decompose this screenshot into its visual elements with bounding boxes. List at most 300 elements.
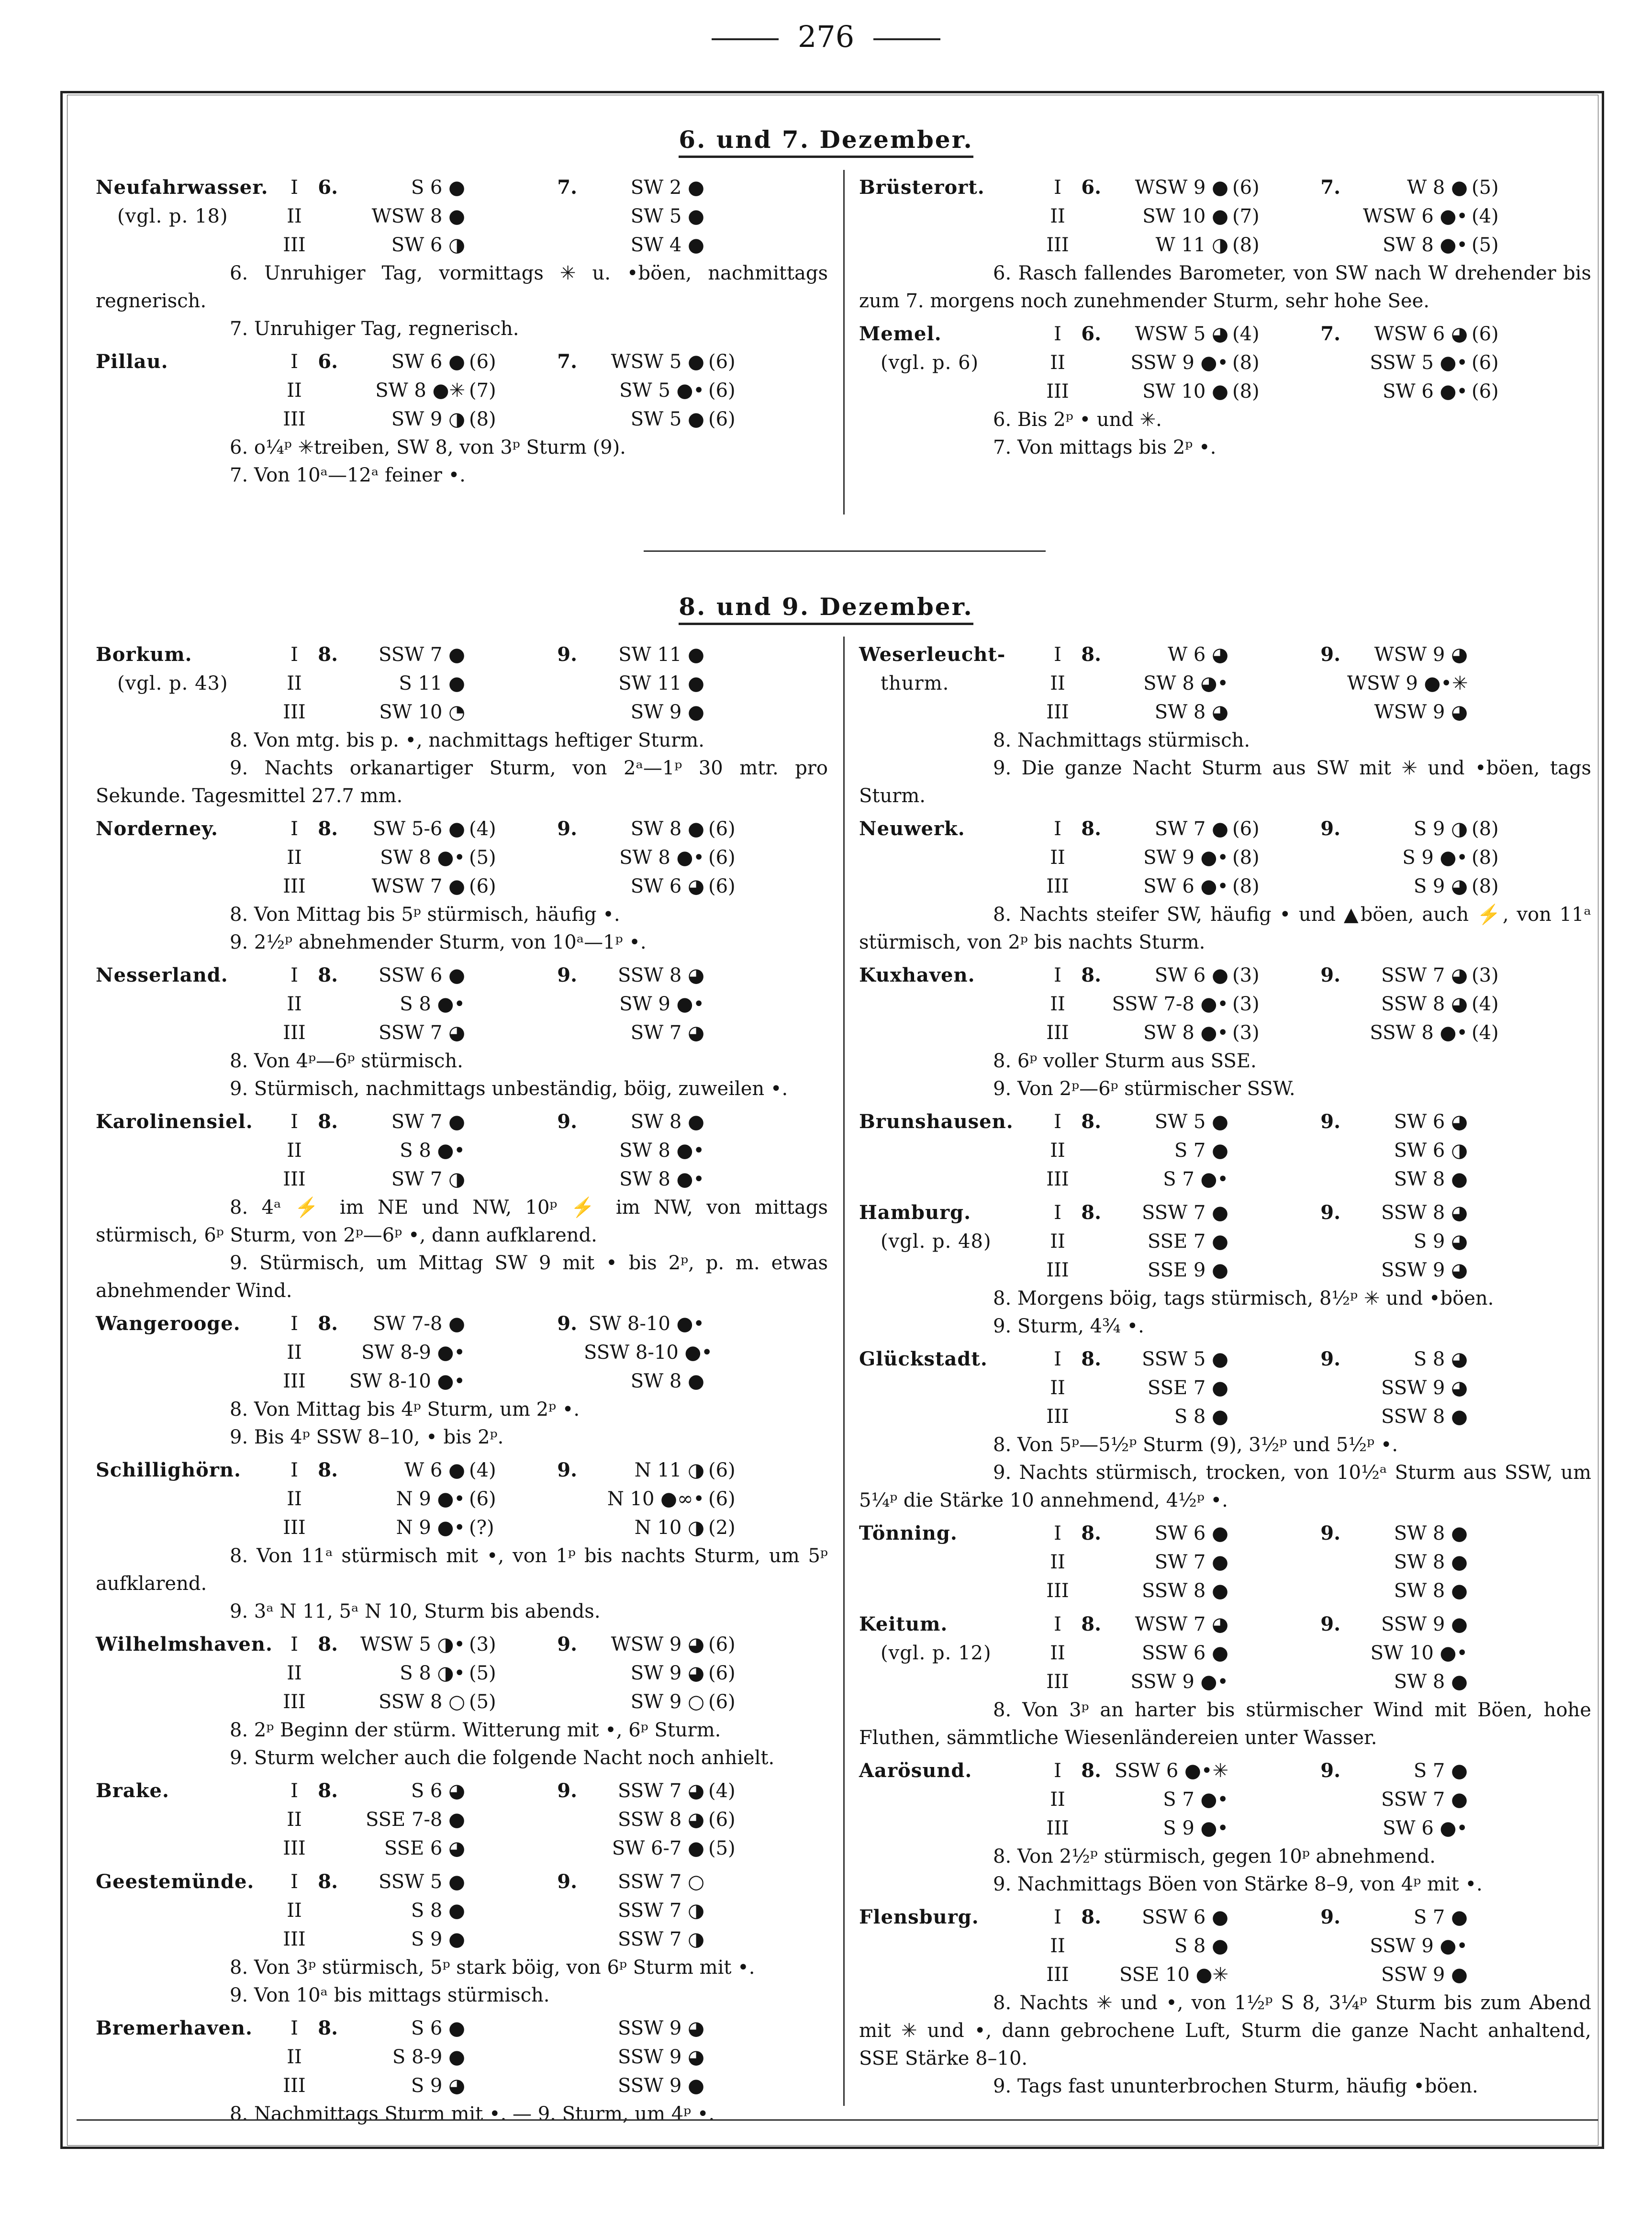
day-spacer — [1314, 1932, 1347, 1960]
wind-observation: SW 6-7 ● — [612, 1837, 704, 1859]
day-spacer — [1074, 1402, 1108, 1431]
observation-term: II — [1050, 1231, 1065, 1253]
wind-observation: S 8 ◑• — [400, 1662, 465, 1684]
observation-row — [96, 1896, 828, 1925]
column-gap — [522, 961, 550, 990]
wind-observation: S 8 ● — [1174, 1406, 1228, 1428]
wind-observation: N 11 ◑ — [634, 1459, 704, 1481]
observation-term: III — [283, 875, 306, 897]
wind-observation: SSW 7 ◑ — [618, 1900, 704, 1922]
observation-row — [96, 961, 828, 990]
wind-observation: S 7 ● — [1413, 1906, 1468, 1928]
column-gap — [522, 405, 550, 434]
day-spacer — [550, 698, 584, 727]
observation-row — [96, 1868, 828, 1896]
day-label: 9. — [1320, 1613, 1340, 1635]
wind-observation: SSW 9 ● — [1381, 1613, 1468, 1635]
station-entry — [859, 1903, 1591, 2100]
column-gap — [522, 376, 550, 405]
observation-row — [96, 2014, 828, 2043]
day-spacer — [311, 231, 345, 259]
remark-text: 9. Bis 4ᵖ SSW 8–10, • bis 2ᵖ. — [230, 1426, 504, 1448]
sea-state — [1472, 1667, 1524, 1696]
day-spacer — [1074, 698, 1108, 727]
sea-state — [1472, 1814, 1524, 1843]
wind-observation: SW 6 ◑ — [391, 234, 465, 256]
wind-observation: SSW 6 ● — [379, 964, 465, 986]
observation-row — [96, 640, 828, 669]
column-gap — [522, 843, 550, 872]
remark-text: 9. Nachmittags Böen von Stärke 8–9, von 4ᵖ mit •. — [993, 1873, 1483, 1895]
sea-state: (8) — [1232, 875, 1260, 897]
station-name-spacer — [859, 1577, 1041, 1605]
column-gap — [1285, 1903, 1314, 1932]
observation-row — [859, 1639, 1591, 1667]
day-spacer — [1314, 1165, 1347, 1194]
day-label: 9. — [557, 1459, 577, 1481]
observation-row — [859, 843, 1591, 872]
day-spacer — [1074, 1577, 1108, 1605]
station-name-spacer — [859, 1932, 1041, 1960]
sea-state: (6) — [1232, 818, 1260, 840]
station-entry — [859, 1610, 1591, 1752]
observation-term: I — [290, 644, 298, 666]
sea-state — [469, 1309, 522, 1338]
observation-term: II — [287, 2046, 302, 2068]
station-reference: (vgl. p. 43) — [117, 672, 228, 694]
day-label: 8. — [1081, 1613, 1101, 1635]
wind-observation: W 11 ◑ — [1155, 234, 1228, 256]
day-spacer — [550, 1018, 584, 1047]
station-name-spacer — [859, 1814, 1041, 1843]
station-name-spacer — [96, 1834, 278, 1863]
section-2-left-column — [96, 640, 828, 2133]
observation-term: I — [290, 1313, 298, 1335]
sea-state — [708, 1896, 761, 1925]
observation-term: II — [287, 1342, 302, 1364]
day-label: 8. — [1081, 1522, 1101, 1544]
observation-row — [859, 320, 1591, 348]
wind-observation: W 6 ● — [404, 1459, 465, 1481]
remark-text: 9. Stürmisch, nachmittags unbeständig, böig, zuweilen •. — [230, 1078, 788, 1100]
observation-row — [859, 698, 1591, 727]
column-gap — [1285, 1610, 1314, 1639]
wind-observation: SSW 6 ● — [1142, 1906, 1228, 1928]
station-name-spacer — [859, 1785, 1041, 1814]
day-spacer — [1314, 1227, 1347, 1256]
wind-observation: S 8 ● — [1174, 1935, 1228, 1957]
day-spacer — [1074, 202, 1108, 231]
section-separator — [644, 550, 1046, 552]
column-gap — [1285, 843, 1314, 872]
observation-row — [859, 1960, 1591, 1989]
sea-state — [708, 1925, 761, 1954]
station-name-spacer — [96, 1896, 278, 1925]
observation-row — [859, 1519, 1591, 1548]
observation-row — [859, 1136, 1591, 1165]
wind-observation: WSW 7 ● — [371, 875, 465, 897]
day-label: 8. — [1081, 964, 1101, 986]
sea-state — [708, 2043, 761, 2071]
day-label: 8. — [1081, 643, 1101, 666]
observation-term: II — [287, 205, 302, 227]
observation-row — [859, 1932, 1591, 1960]
observation-row — [859, 815, 1591, 843]
observation-row — [859, 377, 1591, 406]
sea-state — [1472, 698, 1524, 727]
wind-observation: SW 8 ●• — [1383, 234, 1468, 256]
day-spacer — [311, 1834, 345, 1863]
wind-observation: SW 8 ● — [1394, 1551, 1468, 1573]
observation-term: III — [1046, 1022, 1069, 1044]
day-spacer — [1074, 872, 1108, 901]
observation-term: II — [287, 380, 302, 402]
page-number-line — [0, 19, 1652, 54]
day-label: 8. — [318, 964, 338, 986]
observation-term: III — [1046, 1406, 1069, 1428]
remark-text: 8. Nachts steifer SW, häufig • und ▲böen, auch ⚡, von 11ᵃ stürmisch, von 2ᵖ bis nachts Sturm. — [859, 904, 1591, 953]
sea-state: (8) — [1232, 352, 1260, 374]
station-entry — [96, 1630, 828, 1772]
remark-text: 8. 4ᵃ ⚡ im NE und NW, 10ᵖ ⚡ im NW, von mittags stürmisch, 6ᵖ Sturm, von 2ᵖ—6ᵖ •, dann aufklarend. — [96, 1197, 828, 1246]
day-spacer — [1314, 1785, 1347, 1814]
day-spacer — [311, 1485, 345, 1513]
day-spacer — [550, 669, 584, 698]
day-spacer — [311, 1896, 345, 1925]
observation-term: II — [1050, 672, 1065, 694]
sea-state: (6) — [708, 847, 736, 869]
bottom-rule — [77, 2119, 1598, 2121]
column-gap — [1285, 1165, 1314, 1194]
observation-row — [859, 990, 1591, 1018]
observation-term: III — [1046, 1964, 1069, 1986]
station-entry — [859, 1519, 1591, 1605]
sea-state — [708, 1136, 761, 1165]
station-name-spacer — [859, 377, 1041, 406]
observation-row — [859, 1402, 1591, 1431]
wind-observation: SW 11 ● — [618, 644, 704, 666]
day-spacer — [550, 1485, 584, 1513]
sea-state — [708, 1338, 761, 1367]
column-gap — [522, 1805, 550, 1834]
observation-row — [859, 1108, 1591, 1136]
day-spacer — [311, 872, 345, 901]
sea-state: (3) — [1232, 1022, 1260, 1044]
column-gap — [1285, 872, 1314, 901]
station-reference: thurm. — [881, 672, 949, 694]
day-spacer — [1314, 348, 1347, 377]
day-spacer — [311, 405, 345, 434]
sea-state — [1232, 1108, 1285, 1136]
day-label: 7. — [557, 350, 577, 373]
column-gap — [522, 669, 550, 698]
observation-term: III — [1046, 701, 1069, 723]
day-label: 9. — [557, 643, 577, 666]
sea-state: (8) — [1232, 380, 1260, 403]
wind-observation: SW 5 ● — [630, 205, 704, 227]
sea-state: (6) — [469, 875, 496, 897]
sea-state — [469, 1868, 522, 1896]
day-spacer — [1314, 1577, 1347, 1605]
remark-text: 8. Von Mittag bis 4ᵖ Sturm, um 2ᵖ •. — [230, 1398, 580, 1421]
station-name-spacer — [96, 1513, 278, 1542]
sea-state: (8) — [1472, 875, 1499, 897]
observation-term: I — [290, 1633, 298, 1656]
wind-observation: SW 6 ◕ — [1394, 1111, 1468, 1133]
station-name: Flensburg. — [859, 1906, 979, 1928]
sea-state: (3) — [1232, 993, 1260, 1015]
observation-row — [859, 961, 1591, 990]
station-name: Hamburg. — [859, 1201, 971, 1224]
sea-state — [708, 1108, 761, 1136]
station-name-spacer — [859, 1548, 1041, 1577]
station-name-spacer — [96, 1165, 278, 1194]
remark-text: 8. Nachmittags stürmisch. — [993, 729, 1250, 751]
day-spacer — [1314, 1136, 1347, 1165]
wind-observation: SSW 8 ● — [1381, 1406, 1468, 1428]
station-name-spacer — [96, 1805, 278, 1834]
station-name-spacer — [96, 1485, 278, 1513]
day-spacer — [1314, 1402, 1347, 1431]
sea-state — [708, 1367, 761, 1396]
sea-state: (6) — [469, 1488, 496, 1510]
observation-term: II — [1050, 205, 1065, 227]
sea-state — [1472, 1256, 1524, 1285]
station-name: Brake. — [96, 1779, 169, 1802]
wind-observation: SW 8 ●• — [619, 1168, 704, 1190]
column-gap — [522, 2043, 550, 2071]
observation-term: I — [1054, 1760, 1061, 1782]
day-label: 9. — [1320, 1759, 1340, 1782]
station-entry — [96, 1456, 828, 1625]
sea-state — [469, 1165, 522, 1194]
observation-row — [96, 1367, 828, 1396]
wind-observation: WSW 6 ●• — [1362, 205, 1468, 227]
observation-term: II — [287, 1809, 302, 1831]
wind-observation: SW 8-10 ●• — [588, 1313, 704, 1335]
wind-observation: SSW 9 ● — [1381, 1964, 1468, 1986]
column-gap — [522, 2071, 550, 2100]
sea-state — [1232, 1548, 1285, 1577]
day-spacer — [311, 1165, 345, 1194]
sea-state — [1232, 1610, 1285, 1639]
wind-observation: S 8-9 ● — [392, 2046, 465, 2068]
station-entry — [859, 320, 1591, 461]
day-spacer — [311, 669, 345, 698]
day-spacer — [550, 1165, 584, 1194]
wind-observation: WSW 9 ● — [1135, 177, 1228, 199]
day-spacer — [1314, 1960, 1347, 1989]
observation-row — [859, 1165, 1591, 1194]
station-name: Pillau. — [96, 350, 168, 373]
column-gap — [1285, 815, 1314, 843]
day-spacer — [1074, 1932, 1108, 1960]
sea-state — [1232, 1402, 1285, 1431]
day-label: 8. — [318, 1779, 338, 1802]
sea-state — [1232, 1932, 1285, 1960]
wind-observation: S 9 ◕ — [1413, 875, 1468, 897]
sea-state — [708, 202, 761, 231]
column-gap — [522, 1018, 550, 1047]
day-label: 8. — [318, 817, 338, 840]
observation-row — [859, 1548, 1591, 1577]
sea-state — [469, 990, 522, 1018]
station-name: Keitum. — [859, 1613, 948, 1635]
column-gap — [1285, 1577, 1314, 1605]
observation-term: II — [1050, 847, 1065, 869]
wind-observation: SW 8 ● — [1394, 1671, 1468, 1693]
sea-state: (8) — [1232, 234, 1260, 256]
wind-observation: SSW 5 ●• — [1370, 352, 1468, 374]
station-entry — [859, 815, 1591, 956]
observation-term: I — [290, 351, 298, 373]
column-gap — [522, 815, 550, 843]
sea-state — [1232, 669, 1285, 698]
sea-state — [1472, 1108, 1524, 1136]
column-gap — [1285, 348, 1314, 377]
sea-state: (6) — [469, 351, 496, 373]
sea-state — [1232, 1960, 1285, 1989]
day-spacer — [1314, 1018, 1347, 1047]
wind-observation: SSE 6 ◕ — [384, 1837, 465, 1859]
sea-state — [1472, 1960, 1524, 1989]
sea-state: (4) — [1472, 1022, 1499, 1044]
sea-state: (6) — [708, 1633, 736, 1656]
sea-state: (6) — [1232, 177, 1260, 199]
station-reference: (vgl. p. 48) — [881, 1231, 992, 1253]
station-name-spacer — [859, 1960, 1041, 1989]
remark-text: 8. Von 3ᵖ an harter bis stürmischer Wind mit Böen, hohe Fluthen, sämmtliche Wiesenländereien unter Wasser. — [859, 1699, 1591, 1749]
column-gap — [522, 1485, 550, 1513]
sea-state: (6) — [708, 351, 736, 373]
sea-state — [469, 1136, 522, 1165]
sea-state: (5) — [1472, 234, 1499, 256]
sea-state — [708, 698, 761, 727]
observation-term: I — [1054, 177, 1061, 199]
wind-observation: SW 5-6 ● — [372, 818, 465, 840]
column-gap — [1285, 1814, 1314, 1843]
observation-term: I — [290, 1111, 298, 1133]
wind-observation: N 10 ●∞• — [607, 1488, 704, 1510]
column-gap — [522, 2014, 550, 2043]
sea-state: (5) — [708, 1837, 736, 1859]
wind-observation: SW 7 ◑ — [391, 1168, 465, 1190]
remark-text: 7. Von mittags bis 2ᵖ •. — [993, 436, 1217, 459]
wind-observation: SSW 7 ◕ — [379, 1022, 465, 1044]
observation-term: III — [283, 701, 306, 723]
section-2-right-column — [859, 640, 1591, 2105]
sea-state — [708, 669, 761, 698]
day-spacer — [550, 1338, 584, 1367]
station-name: Tönning. — [859, 1522, 958, 1544]
station-name: Wangerooge. — [96, 1312, 241, 1335]
station-name: Brüsterort. — [859, 176, 985, 199]
station-entry — [859, 1756, 1591, 1898]
day-spacer — [550, 1513, 584, 1542]
sea-state — [708, 173, 761, 202]
wind-observation: SW 8 ◕ — [1154, 701, 1228, 723]
station-name-spacer — [96, 1136, 278, 1165]
remark-text: 8. 6ᵖ voller Sturm aus SSE. — [993, 1050, 1257, 1072]
column-gap — [522, 1659, 550, 1688]
page-number-dash-right — [873, 38, 940, 40]
station-name-spacer — [96, 2071, 278, 2100]
observation-term: III — [283, 1022, 306, 1044]
observation-row — [859, 348, 1591, 377]
wind-observation: S 9 ●• — [1163, 1817, 1228, 1839]
sea-state: (6) — [708, 1691, 736, 1713]
sea-state — [708, 990, 761, 1018]
wind-observation: N 9 ●• — [396, 1517, 465, 1539]
column-gap — [522, 1338, 550, 1367]
sea-state — [1472, 1136, 1524, 1165]
station-reference: (vgl. p. 12) — [881, 1642, 992, 1664]
observation-row — [96, 1834, 828, 1863]
day-spacer — [550, 843, 584, 872]
station-entry — [859, 173, 1591, 315]
remark-text: 9. 3ᵃ N 11, 5ᵃ N 10, Sturm bis abends. — [230, 1600, 601, 1622]
station-name: Karolinensiel. — [96, 1110, 253, 1133]
wind-observation: S 9 ◕ — [411, 2075, 465, 2097]
sea-state — [1232, 698, 1285, 727]
day-label: 8. — [318, 1312, 338, 1335]
sea-state — [1472, 640, 1524, 669]
column-gap — [1285, 1960, 1314, 1989]
observation-row — [96, 231, 828, 259]
wind-observation: SW 6 ●• — [1383, 380, 1468, 403]
day-spacer — [1074, 669, 1108, 698]
observation-row — [859, 1667, 1591, 1696]
observation-row — [96, 698, 828, 727]
day-label: 8. — [1081, 817, 1101, 840]
day-spacer — [1314, 1814, 1347, 1843]
day-spacer — [311, 1659, 345, 1688]
sea-state — [1232, 1519, 1285, 1548]
station-name: Geestemünde. — [96, 1870, 255, 1893]
day-spacer — [1314, 669, 1347, 698]
day-spacer — [311, 1136, 345, 1165]
column-gap — [1285, 1785, 1314, 1814]
day-spacer — [1074, 1785, 1108, 1814]
wind-observation: SSW 7 ○ — [618, 1871, 704, 1893]
remark-text: 6. Bis 2ᵖ • und ✳. — [993, 409, 1162, 431]
observation-term: III — [1046, 1259, 1069, 1281]
station-entry — [859, 1345, 1591, 1514]
wind-observation: SSW 7 ◕ — [1381, 964, 1468, 986]
wind-observation: SW 8 ●• — [380, 847, 465, 869]
column-gap — [1285, 320, 1314, 348]
observation-row — [96, 2071, 828, 2100]
remark-text: 7. Von 10ᵃ—12ᵃ feiner •. — [230, 464, 466, 486]
wind-observation: S 9 ◕ — [1413, 1231, 1468, 1253]
sea-state — [1232, 1227, 1285, 1256]
observation-term: III — [283, 1370, 306, 1392]
day-label: 9. — [557, 1110, 577, 1133]
column-gap — [522, 231, 550, 259]
sea-state — [1472, 1374, 1524, 1402]
station-entry — [96, 2014, 828, 2128]
wind-observation: S 6 ● — [411, 177, 465, 199]
station-name-spacer — [859, 698, 1041, 727]
day-spacer — [550, 1136, 584, 1165]
observation-row — [96, 1630, 828, 1659]
sea-state — [469, 2071, 522, 2100]
wind-observation: SSW 6 ● — [1142, 1642, 1228, 1664]
remark-text: 9. Stürmisch, um Mittag SW 9 mit • bis 2ᵖ, p. m. etwas abnehmender Wind. — [96, 1252, 828, 1302]
day-spacer — [1314, 1374, 1347, 1402]
sea-state — [469, 2043, 522, 2071]
wind-observation: S 6 ● — [411, 2017, 465, 2039]
